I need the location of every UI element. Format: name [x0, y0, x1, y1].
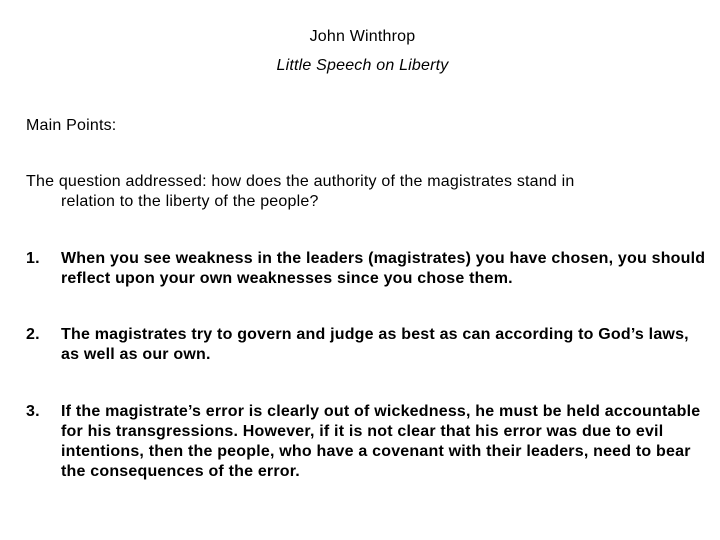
list-item: [26, 249, 706, 289]
list-item-number: 1.: [26, 250, 40, 267]
list-item-text: If the magistrate’s error is clearly out of wickedness, he must be held accountable for his transgressions. However, if it is not clear that his error was due to evil intentions, then the people, who have a covenant with their leaders, need to bear the consequences of the error.: [61, 403, 701, 480]
question-paragraph: [26, 172, 706, 212]
question-line-2: relation to the liberty of the people?: [61, 193, 319, 210]
list-item-text: When you see weakness in the leaders (magistrates) you have chosen, you should reflect upon your own weaknesses since you chose them.: [61, 250, 706, 287]
list-item: [26, 402, 706, 482]
question-line-1: The question addressed: how does the authority of the magistrates stand in: [26, 173, 575, 190]
list-item-text: The magistrates try to govern and judge as best as can according to God’s laws, as well as our own.: [61, 326, 689, 363]
document-title: Little Speech on Liberty: [276, 57, 449, 74]
list-item-number: 3.: [26, 403, 40, 420]
section-heading: Main Points:: [26, 117, 117, 134]
list-item: [26, 325, 706, 365]
author-name: John Winthrop: [309, 28, 416, 45]
list-item-number: 2.: [26, 326, 40, 343]
